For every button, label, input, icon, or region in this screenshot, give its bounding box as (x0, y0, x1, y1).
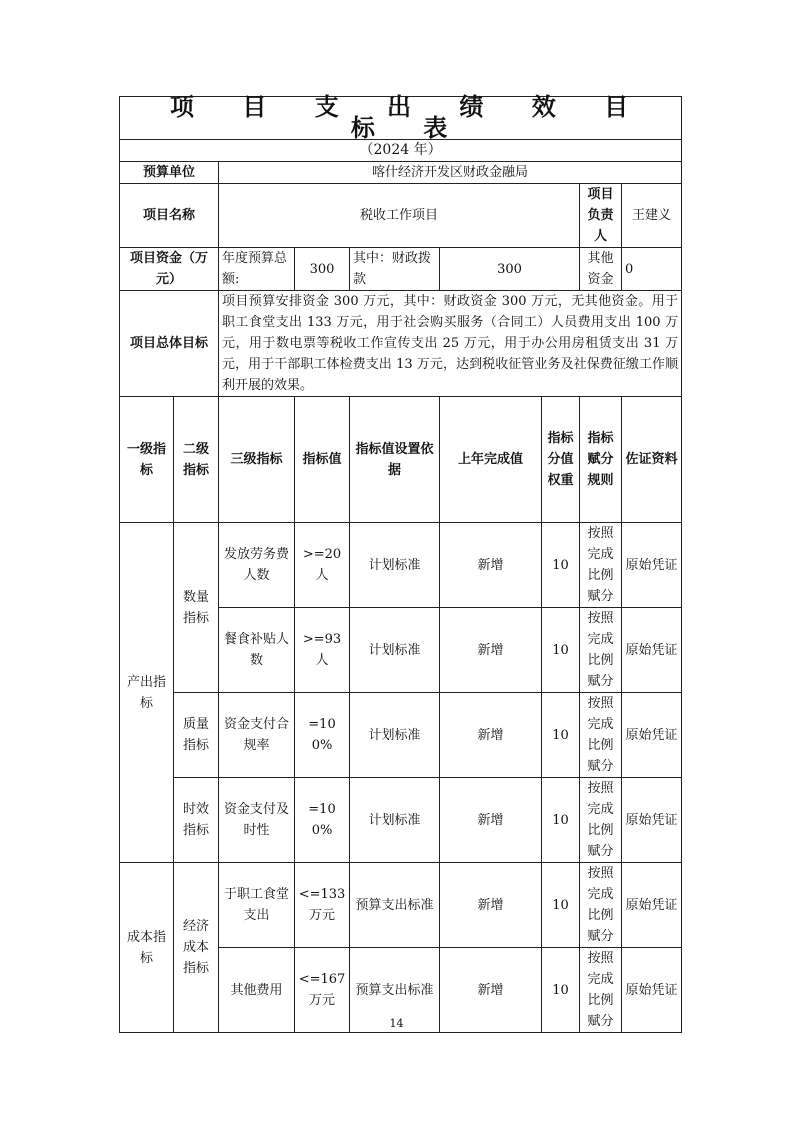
project-leader-label: 项目负责人 (580, 184, 622, 248)
indicator-basis: 预算支出标准 (350, 863, 440, 948)
indicator-basis: 计划标准 (350, 778, 440, 863)
project-name-value: 税收工作项目 (219, 184, 580, 248)
indicator-value: <=167万元 (295, 948, 350, 1033)
table-year: （2024 年） (120, 140, 682, 162)
header-level2: 二级指标 (174, 397, 219, 523)
indicator-last-year: 新增 (440, 693, 542, 778)
indicator-value: >=20人 (295, 523, 350, 608)
level1-cell: 成本指标 (120, 863, 174, 1033)
header-weight: 指标分值权重 (542, 397, 580, 523)
project-name-label: 项目名称 (120, 184, 219, 248)
header-scoring: 指标赋分规则 (580, 397, 622, 523)
indicator-last-year: 新增 (440, 523, 542, 608)
indicator-value: <=133万元 (295, 863, 350, 948)
indicator-basis: 计划标准 (350, 523, 440, 608)
indicator-evidence: 原始凭证 (622, 948, 682, 1033)
level2-cell: 时效指标 (174, 778, 219, 863)
header-evidence: 佐证资料 (622, 397, 682, 523)
indicator-weight: 10 (542, 608, 580, 693)
level1-cell: 产出指标 (120, 523, 174, 863)
indicator-rule: 按照完成比例赋分 (580, 863, 622, 948)
funds-label: 项目资金（万元） (120, 248, 219, 291)
indicator-evidence: 原始凭证 (622, 863, 682, 948)
table-row (120, 693, 682, 778)
header-value: 指标值 (295, 397, 350, 523)
other-funds-value: 0 (622, 248, 682, 291)
indicator-name: 餐食补贴人数 (219, 608, 295, 693)
indicator-evidence: 原始凭证 (622, 693, 682, 778)
indicator-name: 发放劳务费人数 (219, 523, 295, 608)
table-row (120, 778, 682, 863)
header-basis: 指标值设置依据 (350, 397, 440, 523)
indicator-value: =100% (295, 778, 350, 863)
indicator-evidence: 原始凭证 (622, 523, 682, 608)
indicator-value: >=93人 (295, 608, 350, 693)
indicator-basis: 计划标准 (350, 693, 440, 778)
table-title: 项 目 支 出 绩 效 目 标 表 (120, 97, 682, 140)
annual-budget-label: 年度预算总额: (219, 248, 295, 291)
indicator-last-year: 新增 (440, 948, 542, 1033)
indicator-evidence: 原始凭证 (622, 608, 682, 693)
indicator-name: 资金支付及时性 (219, 778, 295, 863)
level2-cell: 质量指标 (174, 693, 219, 778)
indicator-evidence: 原始凭证 (622, 778, 682, 863)
indicator-weight: 10 (542, 693, 580, 778)
indicator-weight: 10 (542, 948, 580, 1033)
indicator-name: 资金支付合规率 (219, 693, 295, 778)
budget-unit-value: 喀什经济开发区财政金融局 (219, 162, 682, 184)
indicator-name: 于职工食堂支出 (219, 863, 295, 948)
header-last-year: 上年完成值 (440, 397, 542, 523)
indicator-weight: 10 (542, 523, 580, 608)
indicator-weight: 10 (542, 778, 580, 863)
indicator-last-year: 新增 (440, 863, 542, 948)
level2-cell: 经济成本指标 (174, 863, 219, 1033)
header-level3: 三级指标 (219, 397, 295, 523)
performance-table (119, 93, 682, 1033)
level2-cell: 数量指标 (174, 523, 219, 693)
page-number: 14 (389, 1017, 404, 1030)
indicator-rule: 按照完成比例赋分 (580, 778, 622, 863)
fiscal-label: 其中：财政拨款 (350, 248, 440, 291)
indicator-basis: 计划标准 (350, 608, 440, 693)
indicator-last-year: 新增 (440, 608, 542, 693)
indicator-rule: 按照完成比例赋分 (580, 523, 622, 608)
indicator-rule: 按照完成比例赋分 (580, 948, 622, 1033)
indicator-rule: 按照完成比例赋分 (580, 693, 622, 778)
budget-unit-label: 预算单位 (120, 162, 219, 184)
indicator-basis: 预算支出标准 (350, 948, 440, 1033)
indicator-weight: 10 (542, 863, 580, 948)
project-leader-value: 王建义 (622, 184, 682, 248)
goal-label: 项目总体目标 (120, 291, 219, 397)
header-level1: 一级指标 (120, 397, 174, 523)
table-row (120, 523, 682, 608)
indicator-value: =100% (295, 693, 350, 778)
indicator-name: 其他费用 (219, 948, 295, 1033)
table-row (120, 863, 682, 948)
fiscal-value: 300 (440, 248, 580, 291)
indicator-rule: 按照完成比例赋分 (580, 608, 622, 693)
goal-text: 项目预算安排资金 300 万元，其中：财政资金 300 万元，无其他资金。用于职工食堂支出 133 万元，用于社会购买服务（合同工）人员费用支出 100 万元，用于数电票等税收工作宣传支出 25 万元，用于办公用房租赁支出 31 万元，用于干部职工体检费支出 13 万元，达到税收征管业务及社保费征缴工作顺利开展的效果。 (219, 291, 682, 397)
annual-budget-value: 300 (295, 248, 350, 291)
indicator-last-year: 新增 (440, 778, 542, 863)
other-funds-label: 其他资金 (580, 248, 622, 291)
